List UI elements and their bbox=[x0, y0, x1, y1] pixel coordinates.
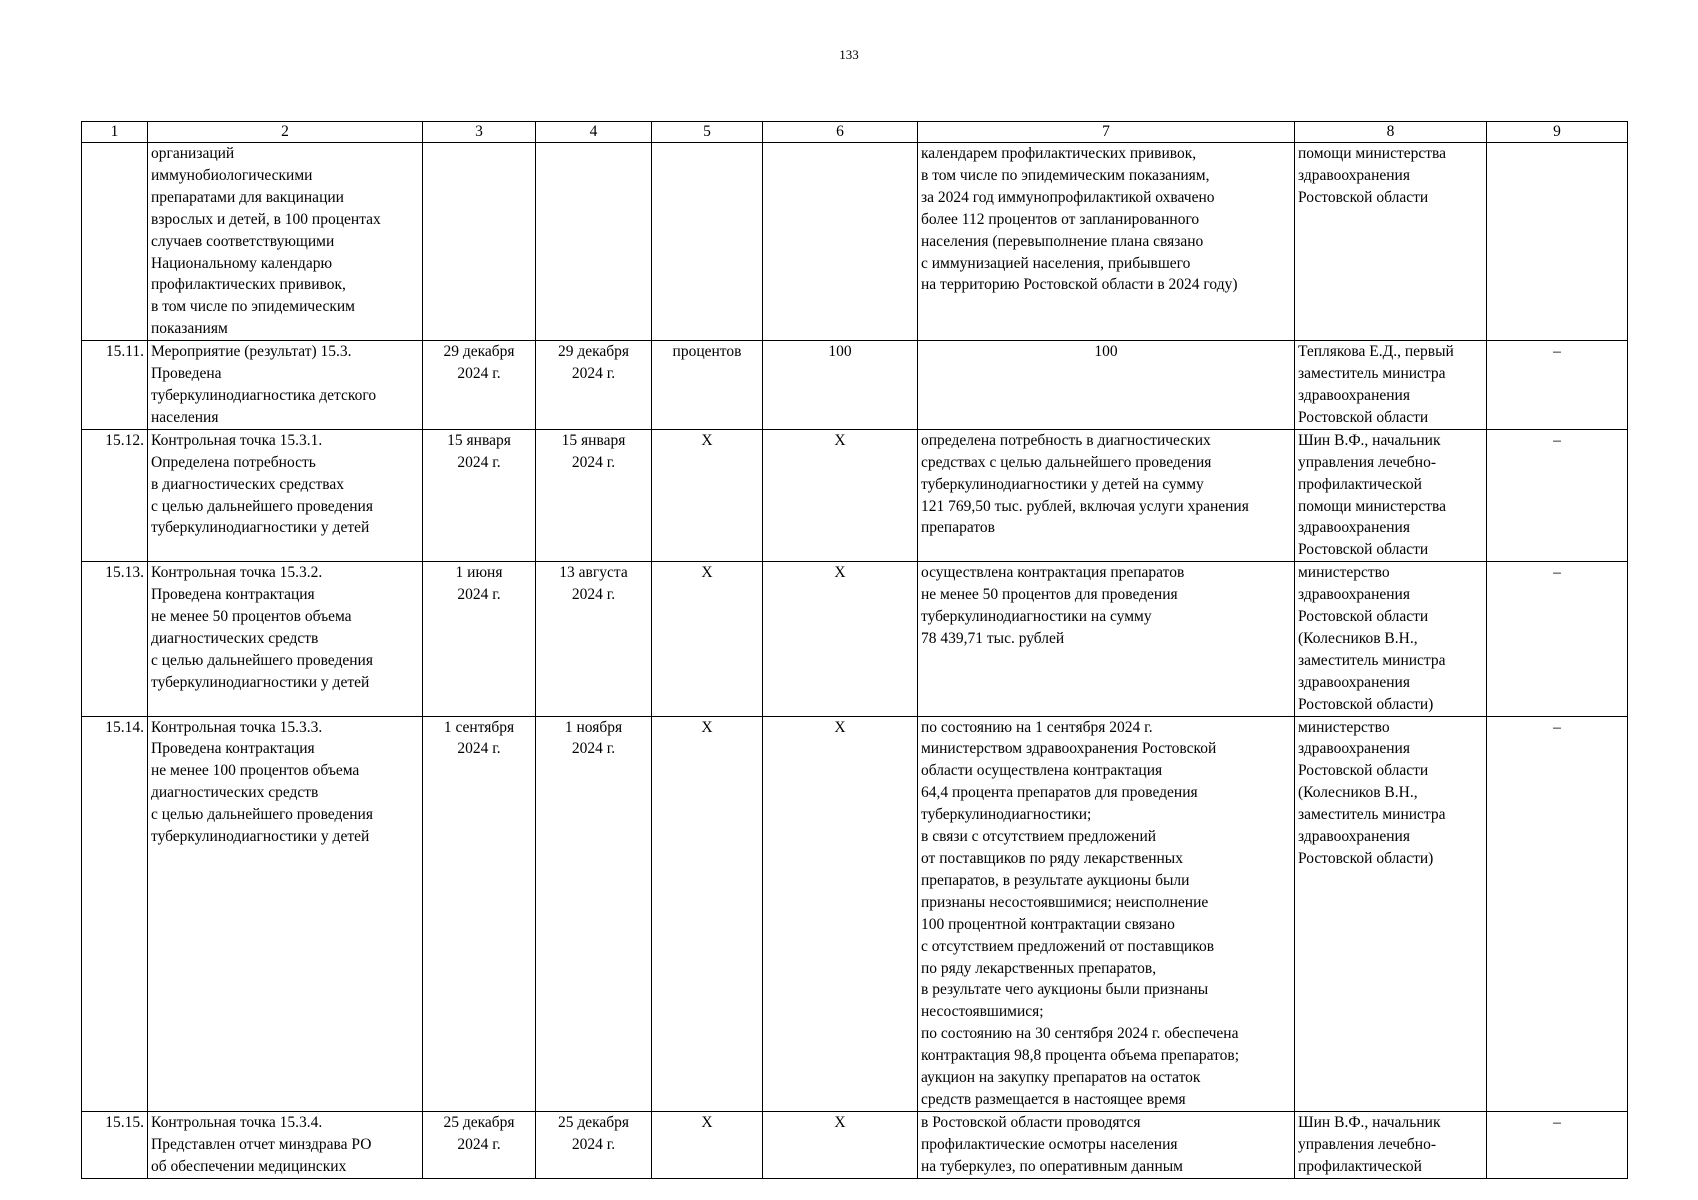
result-text: по состоянию на 1 сентября 2024 г. министерством здравоохранения Ростовской области осуществлена контрактация 64,4 процента препаратов для проведения туберкулинодиагностики; в связи с отсутствием предложений от поставщиков по ряду лекарственных препаратов, в результате аукционы были признаны несостоявшимися; неисполнение 100 процентной контрактации связано с отсутствием предложений от поставщиков по ряду лекарственных препаратов, в результате чего аукционы были признаны несостоявшимися; по состоянию на 30 сентября 2024 г. обеспечена контрактация 98,8 процента объема препаратов; аукцион на закупку препаратов на остаток средств размещается в настоящее время bbox=[918, 716, 1295, 1111]
table-row bbox=[82, 429, 1628, 561]
result-text: в Ростовской области проводятся профилактические осмотры населения на туберкулез, по оперативным данным bbox=[918, 1111, 1295, 1178]
responsible: министерство здравоохранения Ростовской области (Колесников В.Н., заместитель министра здравоохранения Ростовской области) bbox=[1295, 716, 1487, 1111]
planned-date: 1 сентября 2024 г. bbox=[423, 716, 536, 1111]
responsible: помощи министерства здравоохранения Ростовской области bbox=[1295, 143, 1487, 341]
event-name: Контрольная точка 15.3.1. Определена потребность в диагностических средствах с целью дальнейшего проведения туберкулинодиагностики у детей bbox=[148, 429, 423, 561]
unit: Х bbox=[652, 562, 763, 716]
column-header: 7 bbox=[918, 122, 1295, 143]
table-row bbox=[82, 1111, 1628, 1178]
responsible: Шин В.Ф., начальник управления лечебно- профилактической bbox=[1295, 1111, 1487, 1178]
event-name: Мероприятие (результат) 15.3. Проведена туберкулинодиагностика детского населения bbox=[148, 341, 423, 430]
table-row bbox=[82, 143, 1628, 341]
responsible: министерство здравоохранения Ростовской области (Колесников В.Н., заместитель министра здравоохранения Ростовской области) bbox=[1295, 562, 1487, 716]
note: – bbox=[1487, 562, 1628, 716]
row-number bbox=[82, 143, 148, 341]
result-text: 100 bbox=[918, 341, 1295, 430]
planned-date: 29 декабря 2024 г. bbox=[423, 341, 536, 430]
column-header: 1 bbox=[82, 122, 148, 143]
planned-value bbox=[763, 143, 918, 341]
event-name: Контрольная точка 15.3.3. Проведена контрактация не менее 100 процентов объема диагностических средств с целью дальнейшего проведения туберкулинодиагностики у детей bbox=[148, 716, 423, 1111]
row-number: 15.15. bbox=[82, 1111, 148, 1178]
actual-date: 29 декабря 2024 г. bbox=[536, 341, 652, 430]
note: – bbox=[1487, 341, 1628, 430]
result-text: определена потребность в диагностических средствах с целью дальнейшего проведения туберкулинодиагностики у детей на сумму 121 769,50 тыс. рублей, включая услуги хранения препаратов bbox=[918, 429, 1295, 561]
column-header: 3 bbox=[423, 122, 536, 143]
column-header: 2 bbox=[148, 122, 423, 143]
unit: Х bbox=[652, 716, 763, 1111]
planned-value: Х bbox=[763, 1111, 918, 1178]
row-number: 15.11. bbox=[82, 341, 148, 430]
note bbox=[1487, 143, 1628, 341]
event-name: Контрольная точка 15.3.4. Представлен отчет минздрава РО об обеспечении медицинских bbox=[148, 1111, 423, 1178]
actual-date: 13 августа 2024 г. bbox=[536, 562, 652, 716]
planned-date: 25 декабря 2024 г. bbox=[423, 1111, 536, 1178]
table-row bbox=[82, 341, 1628, 430]
page-number: 133 bbox=[839, 47, 859, 62]
planned-date: 1 июня 2024 г. bbox=[423, 562, 536, 716]
planned-value: Х bbox=[763, 562, 918, 716]
result-text: осуществлена контрактация препаратов не менее 50 процентов для проведения туберкулинодиагностики на сумму 78 439,71 тыс. рублей bbox=[918, 562, 1295, 716]
result-text: календарем профилактических прививок, в том числе по эпидемическим показаниям, за 2024 год иммунопрофилактикой охвачено более 112 процентов от запланированного населения (перевыполнение плана связано с иммунизацией населения, прибывшего на территорию Ростовской области в 2024 году) bbox=[918, 143, 1295, 341]
responsible: Шин В.Ф., начальник управления лечебно- профилактической помощи министерства здравоохранения Ростовской области bbox=[1295, 429, 1487, 561]
row-number: 15.13. bbox=[82, 562, 148, 716]
unit: процентов bbox=[652, 341, 763, 430]
actual-date: 25 декабря 2024 г. bbox=[536, 1111, 652, 1178]
event-name: Контрольная точка 15.3.2. Проведена контрактация не менее 50 процентов объема диагностических средств с целью дальнейшего проведения туберкулинодиагностики у детей bbox=[148, 562, 423, 716]
row-number: 15.14. bbox=[82, 716, 148, 1111]
note: – bbox=[1487, 429, 1628, 561]
column-number-row bbox=[82, 122, 1628, 143]
actual-date bbox=[536, 143, 652, 341]
planned-date: 15 января 2024 г. bbox=[423, 429, 536, 561]
report-table bbox=[81, 121, 1628, 1179]
table-row bbox=[82, 716, 1628, 1111]
unit: Х bbox=[652, 429, 763, 561]
planned-value: 100 bbox=[763, 341, 918, 430]
table-row bbox=[82, 562, 1628, 716]
column-header: 9 bbox=[1487, 122, 1628, 143]
planned-date bbox=[423, 143, 536, 341]
column-header: 6 bbox=[763, 122, 918, 143]
unit: Х bbox=[652, 1111, 763, 1178]
planned-value: Х bbox=[763, 716, 918, 1111]
event-name: организаций иммунобиологическими препаратами для вакцинации взрослых и детей, в 100 процентах случаев соответствующими Национальному календарю профилактических прививок, в том числе по эпидемическим показаниям bbox=[148, 143, 423, 341]
column-header: 5 bbox=[652, 122, 763, 143]
note: – bbox=[1487, 716, 1628, 1111]
planned-value: Х bbox=[763, 429, 918, 561]
column-header: 4 bbox=[536, 122, 652, 143]
note: – bbox=[1487, 1111, 1628, 1178]
unit bbox=[652, 143, 763, 341]
row-number: 15.12. bbox=[82, 429, 148, 561]
actual-date: 15 января 2024 г. bbox=[536, 429, 652, 561]
responsible: Теплякова Е.Д., первый заместитель министра здравоохранения Ростовской области bbox=[1295, 341, 1487, 430]
column-header: 8 bbox=[1295, 122, 1487, 143]
actual-date: 1 ноября 2024 г. bbox=[536, 716, 652, 1111]
